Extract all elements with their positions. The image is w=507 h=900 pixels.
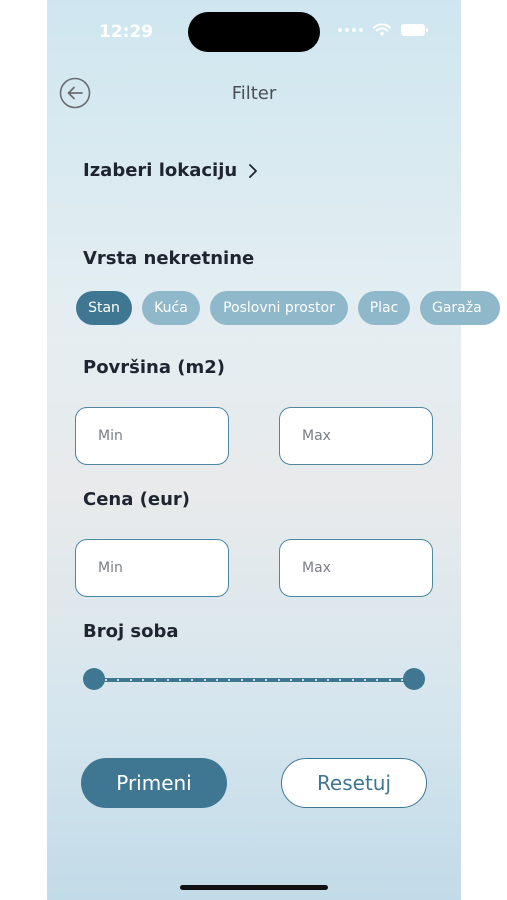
chevron-right-icon (247, 163, 259, 179)
phone-screen (47, 0, 482, 900)
property-type-heading: Vrsta nekretnine (83, 248, 255, 269)
area-min-input[interactable] (98, 428, 208, 444)
area-min-field[interactable] (75, 407, 229, 465)
area-heading: Površina (m2) (83, 357, 226, 378)
area-max-input[interactable] (302, 428, 412, 444)
signal-icon (338, 28, 363, 32)
price-min-field[interactable] (75, 539, 229, 597)
reset-button[interactable]: Resetuj (281, 758, 427, 808)
chip-plac[interactable]: Plac (358, 291, 410, 325)
price-heading: Cena (eur) (83, 489, 190, 510)
chip-kuca[interactable]: Kuća (142, 291, 200, 325)
price-max-field[interactable] (279, 539, 433, 597)
apply-button[interactable]: Primeni (81, 758, 227, 808)
location-selector[interactable] (83, 160, 259, 181)
rooms-heading: Broj soba (83, 621, 179, 642)
chip-garaza[interactable]: Garaža (420, 291, 500, 325)
price-max-input[interactable] (302, 560, 412, 576)
home-indicator (180, 885, 328, 890)
dynamic-island (188, 12, 320, 52)
wifi-icon (373, 23, 391, 37)
chip-stan[interactable]: Stan (76, 291, 132, 325)
property-type-chips (76, 291, 500, 325)
location-label: Izaberi lokaciju (83, 160, 238, 181)
price-min-input[interactable] (98, 560, 208, 576)
rooms-range-slider[interactable] (83, 668, 425, 692)
slider-thumb-max[interactable] (403, 668, 425, 690)
slider-ticks (105, 679, 403, 681)
slider-thumb-min[interactable] (83, 668, 105, 690)
area-max-field[interactable] (279, 407, 433, 465)
battery-icon (401, 24, 425, 36)
status-icons (338, 23, 425, 37)
status-time: 12:29 (99, 22, 154, 42)
page-title: Filter (231, 83, 277, 104)
chip-poslovni-prostor[interactable]: Poslovni prostor (210, 291, 348, 325)
